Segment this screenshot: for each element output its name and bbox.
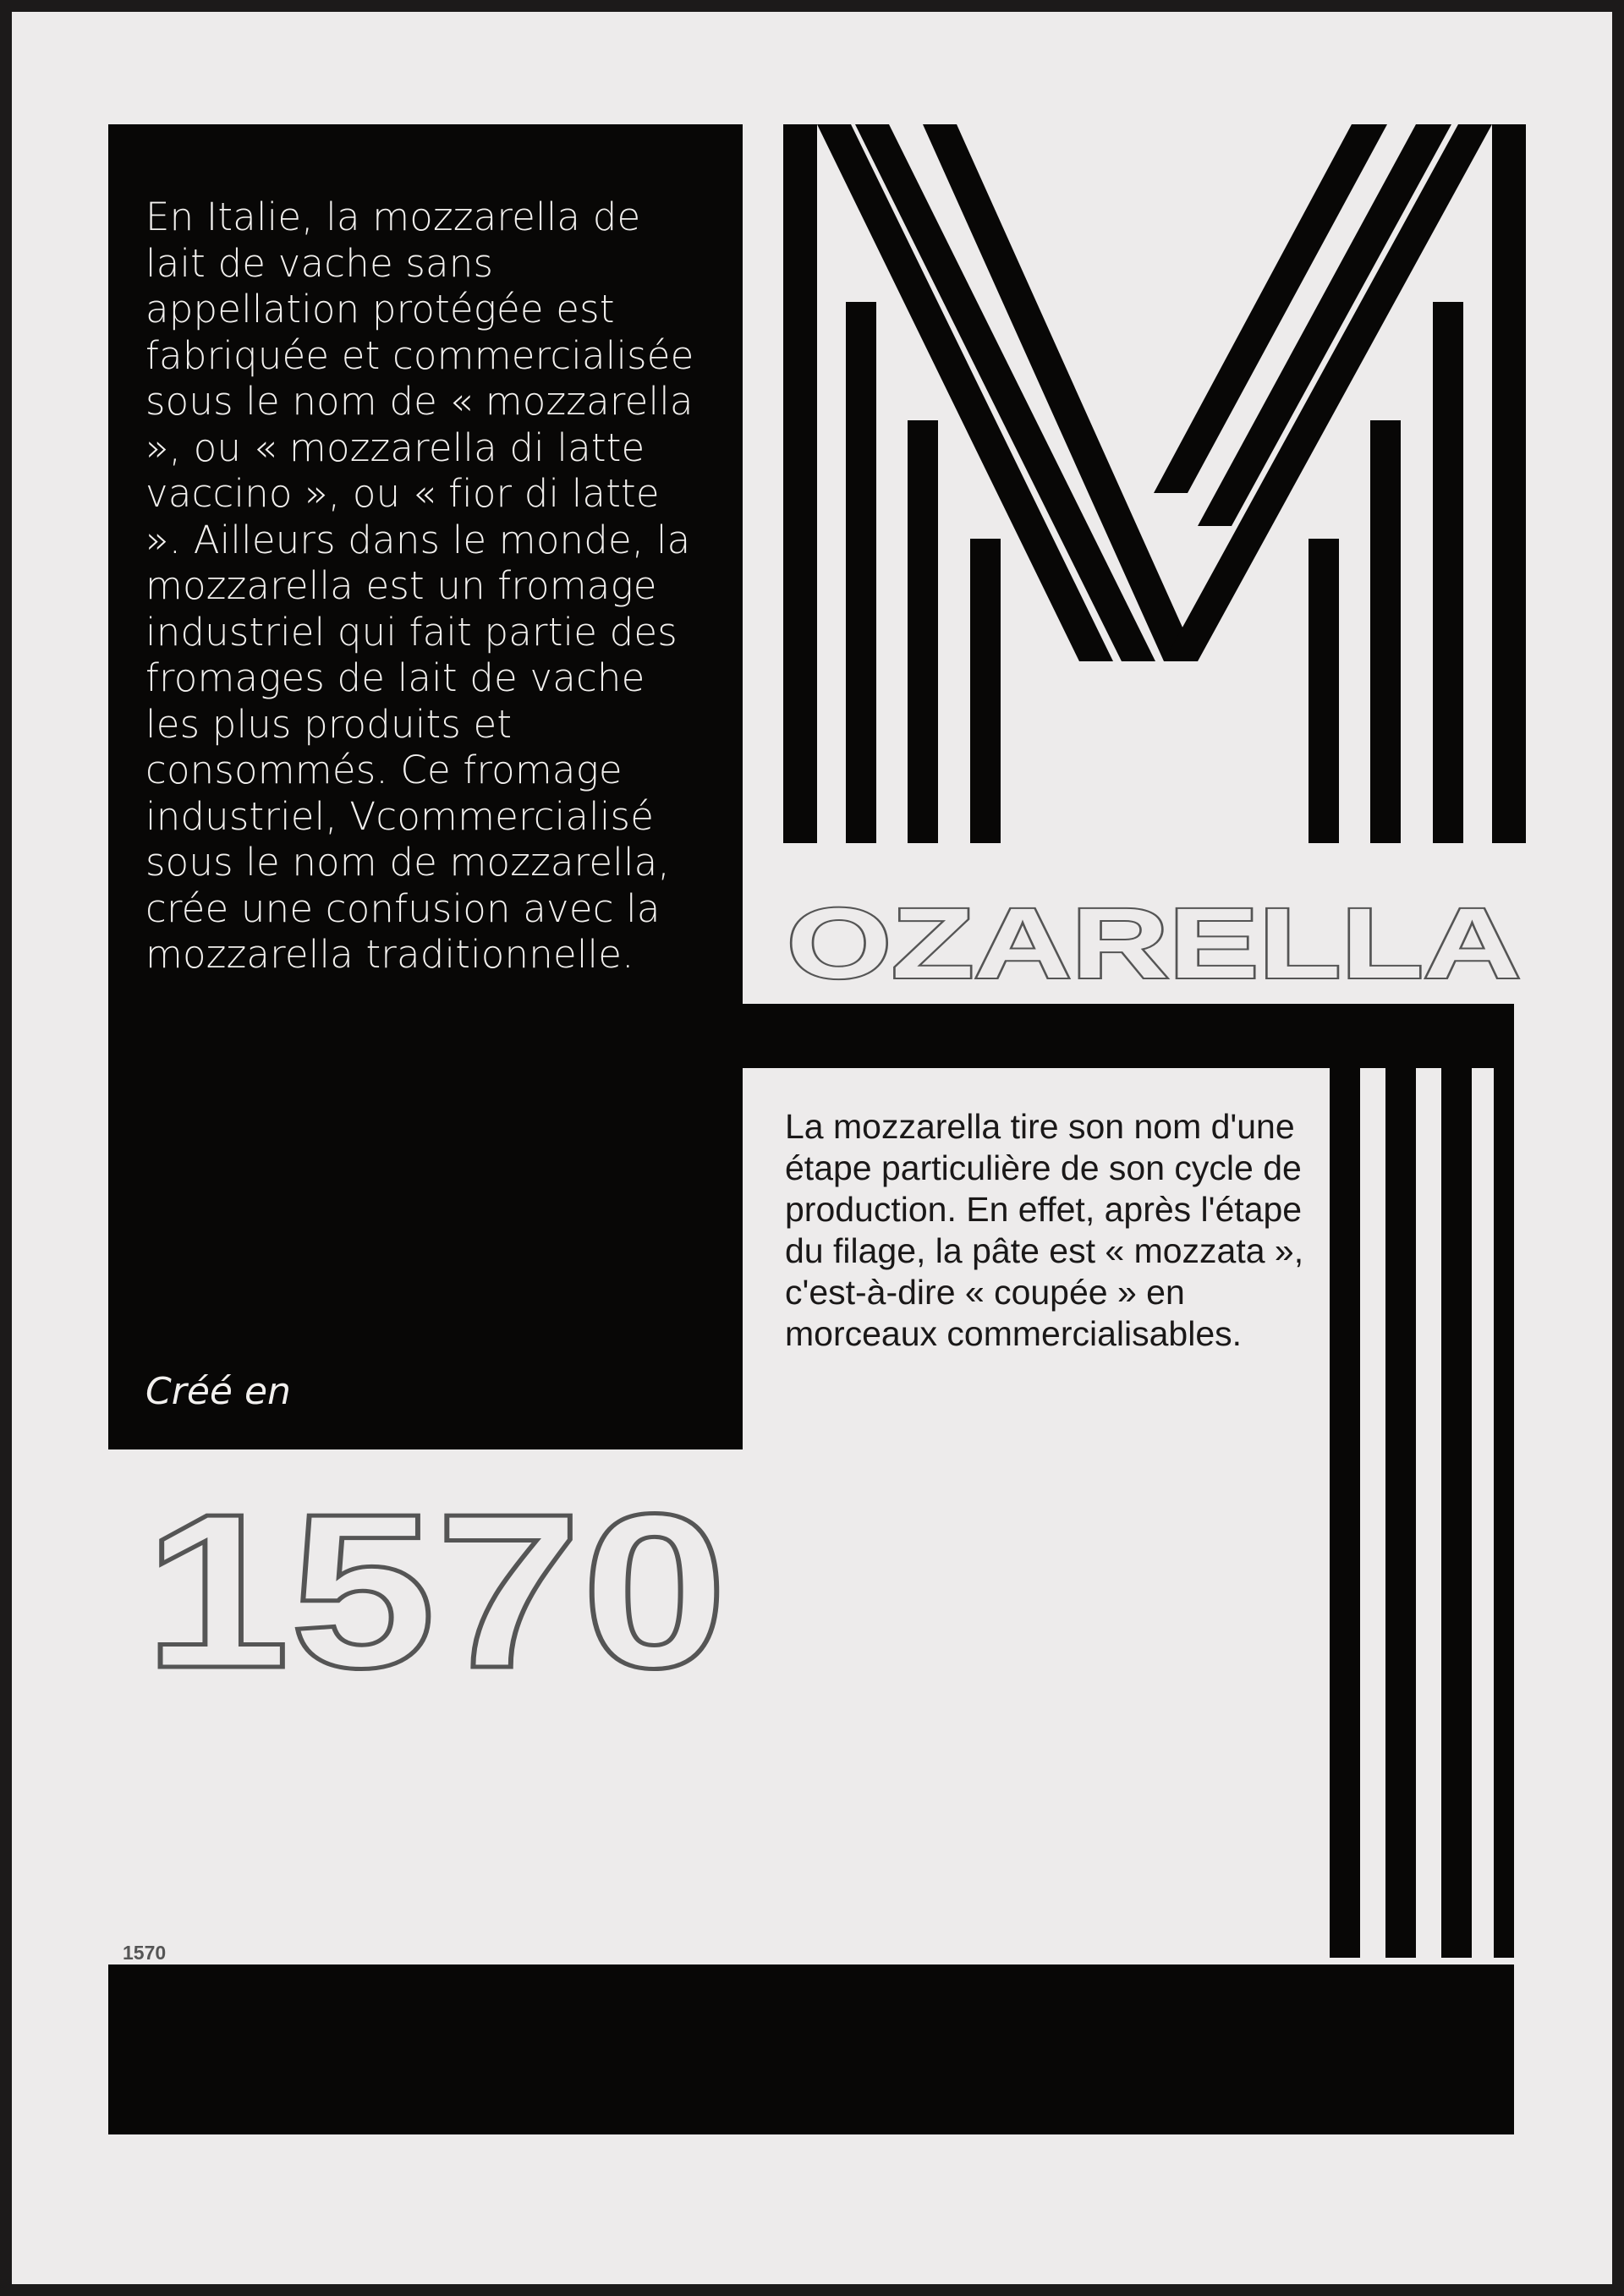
year-big [144, 1485, 736, 1680]
word-ozarella [783, 876, 1528, 986]
paragraph-left: En Italie, la mozzarella de lait de vache sans appellation protégée est fabriquée et commercialisée sous le nom de « mozzarella », ou « mozzarella di latte vaccino », ou « fior di latte ». Ailleurs dans le monde, la mozzarella est un fromage industriel qui fait partie des fromages de lait de vache les plus produits et consommés. Ce fromage industriel, Vcommercialisé sous le nom de mozzarella, crée une confusion avec la mozzarella traditionnelle. [145, 195, 694, 977]
horizontal-connector-bar [743, 1004, 1514, 1068]
vertical-stripes [1316, 1068, 1519, 1964]
year-small: 1570 [123, 1942, 167, 1964]
big-letter-m [783, 124, 1528, 852]
bottom-black-bar [108, 1964, 1514, 2134]
created-label: Créé en [145, 1370, 291, 1413]
word-ozarella-text: OZARELLA [787, 888, 1521, 986]
year-big-text: 1570 [144, 1485, 727, 1680]
paragraph-right: La mozzarella tire son nom d'une étape particulière de son cycle de production. En effet, après l'étape du filage, la pâte est « mozzata », c'est-à-dire « coupée » en morceaux commercialisables. [785, 1107, 1304, 1353]
